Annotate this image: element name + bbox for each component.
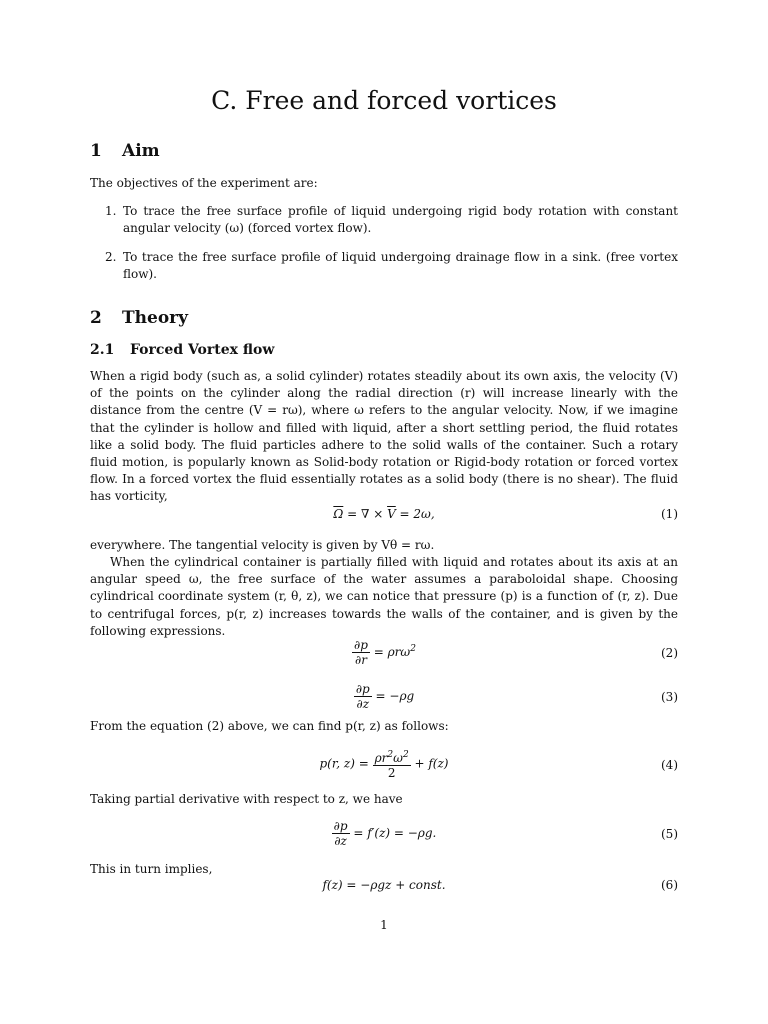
equation-number: (3) [661, 690, 678, 704]
paragraph-from-equation-2: From the equation (2) above, we can find p(r, z) as follows: [90, 719, 449, 733]
objective-item [105, 203, 678, 237]
objective-item [105, 249, 678, 283]
document-page [90, 0, 678, 1024]
objective-text: To trace the free surface profile of liquid undergoing rigid body rotation with constant angular velocity (ω) (forced vortex flow). [123, 204, 678, 236]
equation-5 [90, 819, 678, 853]
paragraph-implies: This in turn implies, [90, 862, 213, 876]
paragraph-forced-vortex-intro: When a rigid body (such as, a solid cylinder) rotates steadily about its own axis, the velocity (V) of the points on the cylinder along the radial direction (r) will increase linearly with the distance from the centre (V = rω), where ω refers to the angular velocity. Now, if we imagine that the cylinder is hollow and filled with liquid, after a short settling period, the fluid rotates like a solid body. The fluid particles adhere to the solid walls of the container. Such a rotary fluid motion, is popularly known as Solid-body rotation or Rigid-body rotation or forced vortex flow. In a forced vortex the fluid essentially rotates as a solid body (there is no shear). The fluid has vorticity, [90, 369, 678, 504]
section-number: 2 [90, 308, 102, 328]
section-number: 1 [90, 141, 102, 161]
equation-3 [90, 682, 678, 716]
paragraph-partial-derivative: Taking partial derivative with respect to z, we have [90, 792, 403, 806]
equation-2-body: $\frac{\partial p}{\partial r}$ = ρrω$^2$ [354, 638, 416, 667]
section-title: Theory [122, 308, 188, 328]
paragraph-cylindrical-container: When the cylindrical container is partially filled with liquid and rotates about its axis at an angular speed ω, the free surface of the water assumes a paraboloidal shape. Choosing cylindrical coordinate system (r, θ, z), we can notice that pressure (p) is a function of (r, z). Due to centrifugal forces, p(r, z) increases towards the walls of the container, and is given by the following expressions. [90, 555, 678, 638]
equation-3-body: $\frac{\partial p}{\partial z}$ = −ρg [355, 682, 415, 711]
equation-4-body: p(r, z) = $\frac{\rho r^2\omega^2}{2}$ + f(z) [319, 750, 449, 780]
equation-1 [90, 507, 678, 525]
equation-number: (6) [661, 878, 678, 892]
section-heading-aim [90, 141, 160, 161]
equation-number: (4) [661, 758, 678, 772]
document-title: C. Free and forced vortices [211, 86, 557, 115]
subsection-heading-forced-vortex [90, 342, 274, 358]
objective-text: To trace the free surface profile of liquid undergoing drainage flow in a sink. (free vortex flow). [123, 250, 678, 282]
equation-5-body: $\frac{\partial p}{\partial z}$ = f′(z) = −ρg. [333, 819, 437, 848]
equation-2 [90, 638, 678, 672]
equation-1-body: $\overline{\Omega}$ = ∇ × $\overline{V} = 2\omega$, [333, 507, 435, 521]
subsection-title: Forced Vortex flow [130, 342, 275, 358]
subsection-number: 2.1 [90, 342, 115, 358]
equation-number: (2) [661, 646, 678, 660]
section-title: Aim [122, 141, 160, 161]
paragraph-tangential-velocity: everywhere. The tangential velocity is given by Vθ = rω. [90, 538, 435, 552]
aim-intro: The objectives of the experiment are: [90, 176, 318, 190]
page-number: 1 [380, 918, 388, 932]
objective-number: 1. [105, 204, 117, 218]
objective-number: 2. [105, 250, 117, 264]
equation-number: (5) [661, 827, 678, 841]
equation-4 [90, 748, 678, 784]
equation-6 [90, 878, 678, 896]
equation-number: (1) [661, 507, 678, 521]
equation-6-body: f(z) = −ρgz + const. [322, 878, 446, 892]
section-heading-theory [90, 308, 188, 328]
